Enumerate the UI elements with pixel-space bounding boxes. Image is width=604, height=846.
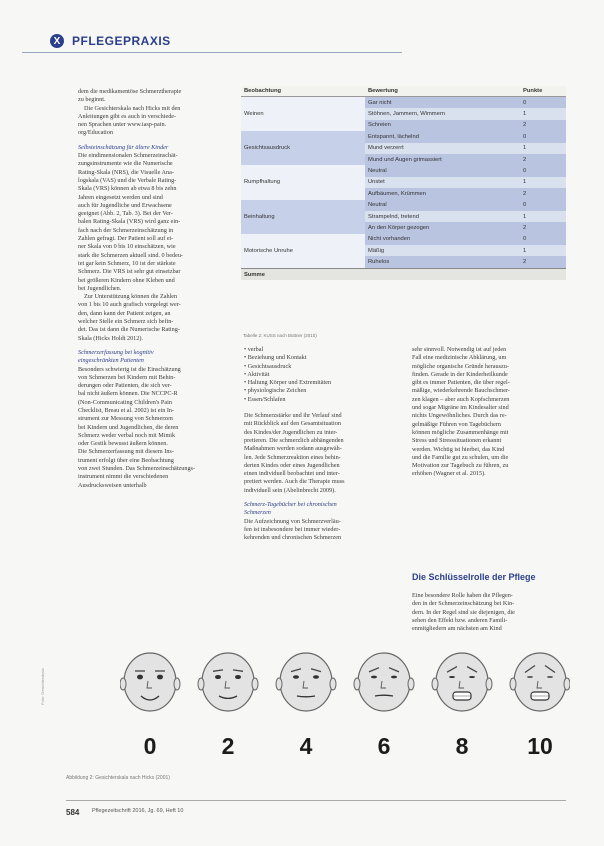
paragraph [78, 349, 228, 366]
face-eye [293, 675, 299, 678]
text-line: Fall eine medizinische Abklärung, um [412, 354, 507, 362]
text-line: Besonders schwierig ist die Einschätzung [78, 365, 181, 373]
rating-text: Nicht vorhanden [365, 234, 520, 245]
text-line: nen Sprachen unter www.iasp-pain. [78, 121, 167, 129]
subheading: Selbsteinschätzung für ältere Kinder [78, 143, 169, 151]
face-eye [137, 675, 143, 680]
text-line: welcher Stelle ein Schmerz sich befin- [78, 318, 174, 326]
face-eye [469, 676, 475, 678]
face-ear [564, 678, 570, 690]
points-value: 0 [520, 97, 566, 109]
header-bar [22, 30, 402, 53]
page-number: 584 [66, 808, 80, 817]
face-head [436, 653, 488, 711]
face-eye [547, 676, 553, 678]
text-line: Die eindimensionalen Schmerzeinschät- [78, 152, 178, 160]
face-ear [432, 678, 438, 690]
text-line: finden. Gerade in der Kinderheilkunde [412, 370, 508, 378]
rating-text: Mund verzerrt [365, 143, 520, 154]
table-row [241, 234, 566, 245]
logo-icon: X [50, 34, 64, 48]
face-ear [198, 678, 204, 690]
paragraph [244, 501, 394, 518]
observation-category: Beinhaltung [241, 200, 365, 234]
text-line: des Kindes/der Jugendlichen zu inter- [244, 428, 338, 436]
face-head [202, 653, 254, 711]
text-line: mögliche organische Gründe herauszu- [412, 362, 509, 370]
points-value: 2 [520, 188, 566, 199]
text-line: pretiert werden. Auch die Therapie muss [244, 478, 345, 486]
points-value: 1 [520, 245, 566, 256]
text-line: zu beginnt. [78, 96, 106, 104]
text-line: Motivation zur Tagebuch zu führen, zu [412, 462, 509, 470]
text-line: logskala (VAS) und die Verbale Rating- [78, 176, 177, 184]
observation-category: Gesichtsausdruck [241, 131, 365, 165]
text-line: ner Skala von 0 bis 10 einschätzen, wie [78, 243, 176, 251]
text-line: geeignet (Abb. 2, Tab. 3). Bei der Ver- [78, 210, 173, 218]
points-value: 0 [520, 200, 566, 211]
points-value: 2 [520, 120, 566, 131]
rating-text: Aufbäumen, Krümmen [365, 188, 520, 199]
rating-text: Strampelnd, tretend [365, 211, 520, 222]
table-row [241, 200, 566, 211]
text-line: mit Rückblick auf den Gesamtsituation [244, 420, 341, 428]
rating-text: Unstet [365, 177, 520, 188]
text-line: nichts Ungewöhnliches. Durch das re- [412, 412, 507, 420]
text-line: individuell sein (Abelinbrecht 2009). [244, 486, 336, 494]
text-line: auch für Jugendliche und Erwachsene [78, 201, 172, 209]
face-ear [510, 678, 516, 690]
text-line: von zwei Stunden. Das Schmerzeinschätzungs- [78, 465, 196, 473]
scale-number: 2 [221, 733, 235, 759]
face-eye [235, 675, 241, 679]
rating-text: Gar nicht [365, 97, 520, 109]
column-header: Beobachtung [241, 86, 365, 97]
text-line: det. Das ist dann die Numerische Rating- [78, 326, 180, 334]
text-line: Zahlen gefragt. Der Patient soll auf ei- [78, 235, 174, 243]
text-line: zungsinstrumente wie die Numerische [78, 160, 173, 168]
footer-rule [66, 800, 566, 801]
text-line: werden. Wichtig ist hierbei, das Kind [412, 445, 505, 453]
text-line: Skala (VRS) können ab etwa 8 bis zehn [78, 185, 177, 193]
face-head [280, 653, 332, 711]
rating-text: Ruhelos [365, 256, 520, 268]
face-ear [330, 678, 336, 690]
text-line: Schmerz. Die VRS ist sehr gut einsetzbar [78, 268, 181, 276]
sum-row [241, 268, 566, 280]
text-line: kehrenden und chronischen Schmerzen [244, 534, 342, 542]
rating-text: Mäßig [365, 245, 520, 256]
text-line: mäßige, wiederkehrende Bauchschmer- [412, 387, 510, 395]
text-line: bei Jugendlichen. [78, 284, 122, 292]
sum-label: Summe [241, 268, 566, 280]
text-line: derungen oder Patienten, die sich ver- [78, 382, 172, 390]
text-line: können mögliche Zusammenhänge mit [412, 428, 509, 436]
rating-text: Stöhnen, Jammern, Wimmern [365, 108, 520, 119]
face-eye [215, 675, 221, 679]
points-value: 1 [520, 177, 566, 188]
observation-category: Motorische Unruhe [241, 234, 365, 269]
scale-number: 4 [299, 733, 313, 759]
text-line: zen klagen – aber auch Kopfschmerzen [412, 395, 510, 403]
text-line: von Schmerzen bei Kindern mit Behin- [78, 373, 176, 381]
paragraph [244, 412, 394, 495]
text-line: eingeschränkten Patienten [78, 357, 144, 365]
table-row [241, 165, 566, 176]
paragraph [78, 366, 228, 490]
face-ear [252, 678, 258, 690]
text-line: balen Rating-Skala (VRS) wird ganz ein- [78, 218, 181, 226]
column-middle [244, 346, 394, 543]
text-line: Zur Unterstützung können die Zahlen [84, 293, 178, 301]
faces-figure [120, 652, 570, 712]
scale-number: 0 [143, 733, 157, 759]
text-line: stark die Schmerzen aktuell sind. 0 bedeu- [78, 251, 183, 259]
paragraph [78, 88, 228, 105]
points-value: 0 [520, 165, 566, 176]
text-line: Schmerz weder verbal noch mit Mimik [78, 431, 176, 439]
rating-text: Entspannt, lächelnd [365, 131, 520, 142]
text-line: den, dann kann der Patient zeigen, an [78, 309, 171, 317]
text-line: sehr sinnvoll. Notwendig ist auf jeden [412, 346, 507, 353]
paragraph [244, 518, 394, 543]
text-line: org/Education [78, 129, 113, 137]
text-line: pretieren. Die schmerzlich abhängenden [244, 436, 344, 444]
text-line: Die Aufzeichnung von Schmerzverläu- [244, 517, 341, 525]
text-line: derten Kindes oder eines Jugendlichen [244, 461, 340, 469]
face-ear [486, 678, 492, 690]
text-line: Die Schmerzstärke und ihr Verlauf sind [244, 412, 342, 420]
text-line: Die Gesichterskala nach Hicks mit den [84, 104, 181, 112]
paragraph [78, 152, 228, 293]
points-value: 2 [520, 222, 566, 233]
points-value: 1 [520, 211, 566, 222]
face-ear [120, 678, 126, 690]
text-line: Checklist, Breau et al. 2002) ist ein In- [78, 406, 175, 414]
face-head [124, 653, 176, 711]
text-line: Maßnahmen werden sodann ausgewäh- [244, 445, 342, 453]
face-eye [371, 676, 377, 679]
face-eye [527, 676, 533, 678]
face-head [514, 653, 566, 711]
text-line: trument erfolgt über eine Beobachtung [78, 456, 174, 464]
table-caption: Tabelle 2: KUSS nach Büttner (2010) [243, 333, 317, 338]
table-row [241, 97, 566, 109]
column-header: Bewertung [365, 86, 520, 97]
points-value: 0 [520, 234, 566, 245]
face-ear [276, 678, 282, 690]
text-line: instrument nimmt die verschiedenen [78, 473, 169, 481]
text-line: Schmerz-Tagebücher bei chronischen [244, 501, 337, 509]
rating-text: Neutral [365, 200, 520, 211]
column-header: Punkte [520, 86, 566, 97]
text-line: dern. In der Regel sind sie diejenigen, die [412, 608, 515, 616]
text-line: fach nach der Schmerzeinschätzung in [78, 226, 174, 234]
text-line: enmitgliedern am nächsten am Kind [412, 625, 502, 633]
text-line: Stress und Stresssituationen erkannt [412, 437, 502, 445]
text-line: und die Familie gut zu schulen, um die [412, 453, 509, 461]
text-line: bei größeren Kindern ohne Kleben und [78, 276, 175, 284]
rating-text: An den Körper gezogen [365, 222, 520, 233]
face-scale-numbers [120, 733, 570, 757]
column-left [78, 88, 228, 490]
text-line: Eine besondere Rolle haben die Pflegen- [412, 592, 513, 599]
kuss-scale-table [241, 86, 566, 280]
text-line: bal nicht äußern können. Die NCCPC-R [78, 390, 178, 398]
scale-number: 8 [455, 733, 469, 759]
face-eye [449, 676, 455, 678]
text-line: einen individuell beobachtet und inter- [244, 470, 340, 478]
text-line: fen ist insbesondere bei immer wieder- [244, 525, 341, 533]
text-line: strument zur Messung von Schmerzen [78, 415, 173, 423]
section-title: PFLEGEPRAXIS [72, 34, 171, 48]
text-line: gibt es immer Patienten, die über regel- [412, 379, 510, 387]
table-row [241, 131, 566, 142]
face-ear [174, 678, 180, 690]
points-value: 2 [520, 154, 566, 165]
paragraph [412, 592, 568, 633]
text-line: den in der Schmerzeinschätzung bei Kin- [412, 600, 515, 608]
text-line: len. Jede Schmerzreaktion eines behin- [244, 453, 341, 461]
bullet-item: • Aktivität [244, 370, 270, 378]
rating-text: Mund und Augen grimassiert [365, 154, 520, 165]
text-line: Schmerzerfassung bei kognitiv [78, 348, 154, 356]
observation-category: Rumpfhaltung [241, 165, 365, 199]
column-right-lower [412, 592, 568, 633]
text-line: tet gar kein Schmerz, 10 ist der stärkste [78, 259, 176, 267]
text-line: gelmäßige Führen von Tagebüchern [412, 420, 501, 428]
bullet-item: • Beziehung und Kontakt [244, 354, 307, 362]
text-line: von 1 bis 10 auch grafisch vorgelegt wer- [78, 301, 181, 309]
table-header-row [241, 86, 566, 97]
text-line: Rating-Skala (NRS), die Visuelle Ana- [78, 168, 174, 176]
bullet-item: • Essen/Schlafen [244, 395, 286, 403]
face-eye [391, 676, 397, 679]
bullet-item: • physiologische Zeichen [244, 387, 307, 395]
text-line: sehen den Effekt bzw. anderen Famili- [412, 616, 508, 624]
journal-info: Pflegezeitschrift 2016, Jg. 69, Heft 10 [92, 808, 184, 814]
paragraph [78, 293, 228, 343]
text-line: Ausdrucksweisen unterhalb [78, 481, 147, 489]
face-eye [313, 675, 319, 678]
rating-text: Schreien [365, 120, 520, 131]
face-ear [408, 678, 414, 690]
figure-caption: Abbildung 2: Gesichterskala nach Hicks (2001) [66, 775, 170, 781]
points-value: 1 [520, 143, 566, 154]
paragraph [412, 346, 568, 479]
bullet-item: • verbal [244, 346, 264, 353]
text-line: Die Schmerzerfassung mit diesem Ins- [78, 448, 174, 456]
text-line: Schmerzen [244, 509, 271, 517]
text-line: oder Gestik bewusst äußern können. [78, 440, 168, 448]
points-value: 0 [520, 131, 566, 142]
scale-number: 10 [527, 733, 553, 759]
face-head [358, 653, 410, 711]
scale-number: 6 [377, 733, 391, 759]
face-eye [157, 675, 163, 680]
text-line: dem die medikamentöse Schmerztherapie [78, 88, 182, 95]
text-line: erhöhen (Wagner et al. 2015). [412, 470, 486, 478]
text-line: Jahren eingesetzt werden und sind [78, 193, 163, 201]
text-line: und sogar Migräne im Kindesalter sind [412, 404, 509, 412]
text-line: Skala (Hicks Holdt 2012). [78, 334, 143, 342]
section-heading: Die Schlüsselrolle der Pflege [412, 572, 536, 582]
bullet-item: • Haltung Körper und Extremitäten [244, 379, 332, 387]
face-ear [354, 678, 360, 690]
text-line: (Non-Communicating Children's Pain [78, 398, 172, 406]
figure-credit: Foto: Gesichterskala [40, 668, 45, 705]
points-value: 1 [520, 108, 566, 119]
observation-category: Weinen [241, 97, 365, 132]
text-line: bei Kindern und Jugendlichen, die deren [78, 423, 179, 431]
paragraph [78, 105, 228, 138]
text-line: Anleitungen gibt es auch in verschiede- [78, 112, 177, 120]
points-value: 2 [520, 256, 566, 268]
bullet-item: • Gesichtsausdruck [244, 362, 292, 370]
column-right [412, 346, 568, 479]
rating-text: Neutral [365, 165, 520, 176]
